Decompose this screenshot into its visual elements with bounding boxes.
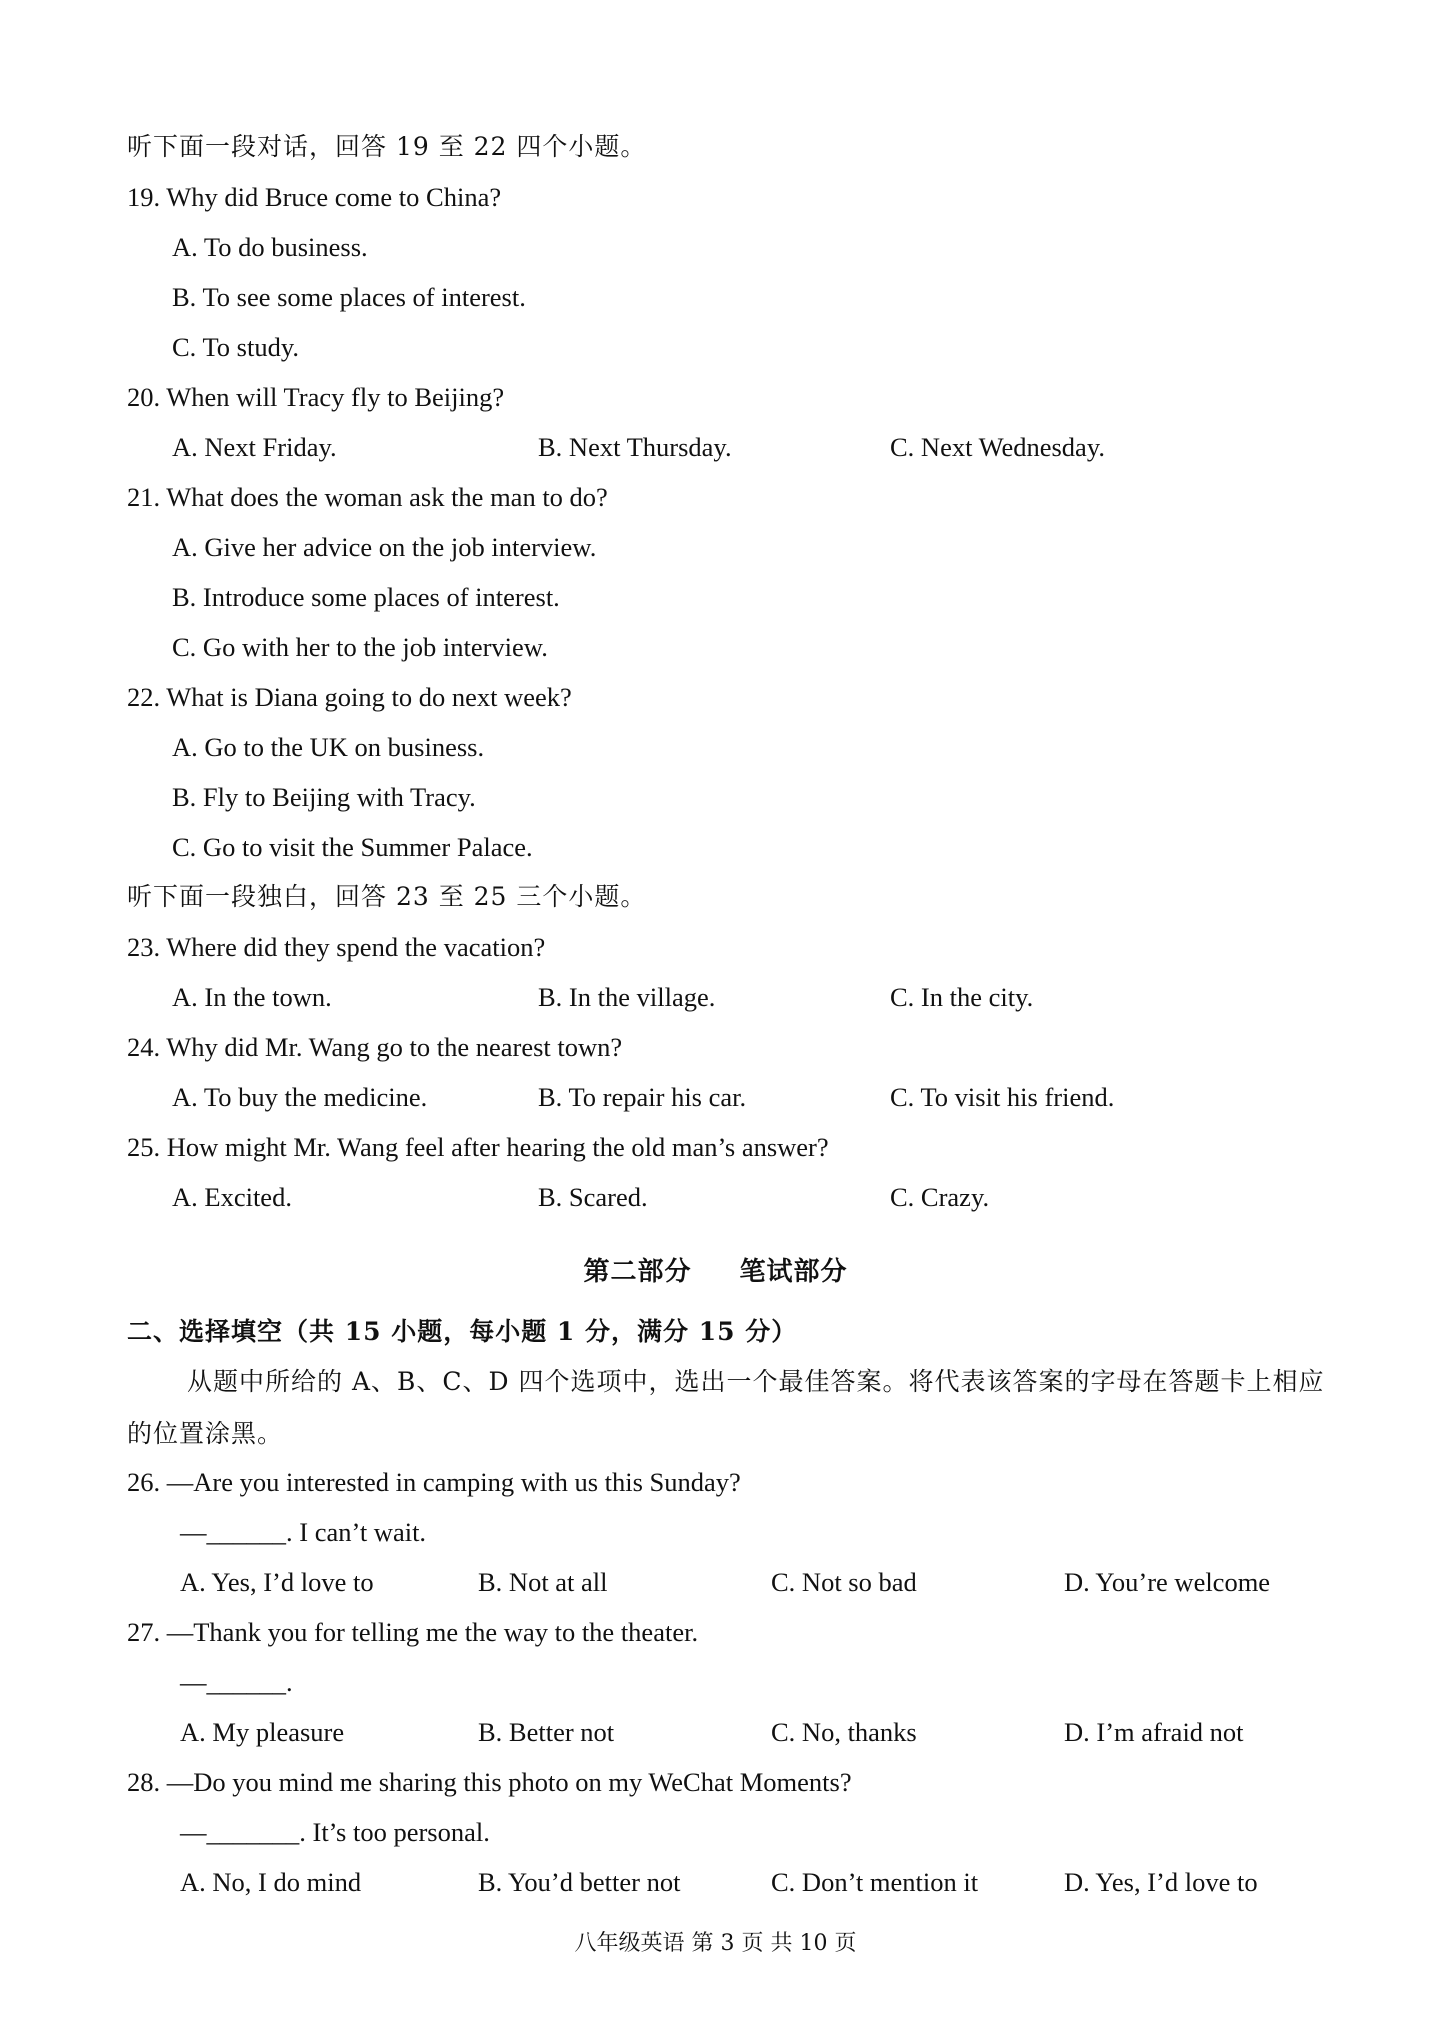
question-21: 21. What does the woman ask the man to do? bbox=[127, 482, 608, 512]
reply-27: —______. bbox=[180, 1667, 293, 1697]
option-28-b: B. You’d better not bbox=[478, 1867, 681, 1897]
section-intro-19-22: 听下面一段对话，回答 19 至 22 四个小题。 bbox=[127, 132, 647, 161]
option-20-a: A. Next Friday. bbox=[172, 432, 337, 462]
options-23 bbox=[172, 980, 1332, 1014]
option-20-c: C. Next Wednesday. bbox=[890, 432, 1105, 462]
question-28: 28. —Do you mind me sharing this photo on my WeChat Moments? bbox=[127, 1767, 852, 1797]
section-intro-23-25: 听下面一段独白，回答 23 至 25 三个小题。 bbox=[127, 882, 647, 911]
part-title-left: 第二部分 bbox=[583, 1257, 692, 1287]
options-28 bbox=[180, 1865, 1340, 1899]
question-20: 20. When will Tracy fly to Beijing? bbox=[127, 382, 505, 412]
reply-26: —______. I can’t wait. bbox=[180, 1517, 427, 1547]
option-28-d: D. Yes, I’d love to bbox=[1064, 1867, 1258, 1897]
options-26 bbox=[180, 1565, 1340, 1599]
question-27: 27. —Thank you for telling me the way to the theater. bbox=[127, 1617, 699, 1647]
question-25: 25. How might Mr. Wang feel after hearing the old man’s answer? bbox=[127, 1132, 829, 1162]
options-27 bbox=[180, 1715, 1340, 1749]
option-26-b: B. Not at all bbox=[478, 1567, 608, 1597]
option-25-b: B. Scared. bbox=[538, 1182, 648, 1212]
option-22-c: C. Go to visit the Summer Palace. bbox=[172, 832, 533, 862]
option-22-a: A. Go to the UK on business. bbox=[172, 732, 485, 762]
option-27-d: D. I’m afraid not bbox=[1064, 1717, 1244, 1747]
option-24-a: A. To buy the medicine. bbox=[172, 1082, 428, 1112]
part-title bbox=[0, 1255, 1431, 1289]
section-heading: 二、选择填空（共 15 小题，每小题 1 分，满分 15 分） bbox=[127, 1317, 798, 1346]
option-24-b: B. To repair his car. bbox=[538, 1082, 747, 1112]
page-footer: 八年级英语 第 3 页 共 10 页 bbox=[574, 1931, 857, 1956]
options-20 bbox=[172, 430, 1332, 464]
question-26: 26. —Are you interested in camping with us this Sunday? bbox=[127, 1467, 741, 1497]
option-26-a: A. Yes, I’d love to bbox=[180, 1567, 374, 1597]
part-title-right: 笔试部分 bbox=[739, 1257, 848, 1287]
option-19-b: B. To see some places of interest. bbox=[172, 282, 526, 312]
option-26-c: C. Not so bad bbox=[771, 1567, 917, 1597]
option-19-c: C. To study. bbox=[172, 332, 299, 362]
option-25-a: A. Excited. bbox=[172, 1182, 292, 1212]
option-23-b: B. In the village. bbox=[538, 982, 716, 1012]
options-24 bbox=[172, 1080, 1332, 1114]
instructions: 从题中所给的 A、B、C、D 四个选项中，选出一个最佳答案。将代表该答案的字母在答题卡上相应的位置涂黑。 bbox=[127, 1367, 1325, 1448]
option-23-c: C. In the city. bbox=[890, 982, 1034, 1012]
option-24-c: C. To visit his friend. bbox=[890, 1082, 1115, 1112]
option-28-c: C. Don’t mention it bbox=[771, 1867, 979, 1897]
question-23: 23. Where did they spend the vacation? bbox=[127, 932, 546, 962]
option-22-b: B. Fly to Beijing with Tracy. bbox=[172, 782, 476, 812]
option-26-d: D. You’re welcome bbox=[1064, 1567, 1271, 1597]
option-28-a: A. No, I do mind bbox=[180, 1867, 362, 1897]
option-19-a: A. To do business. bbox=[172, 232, 368, 262]
options-25 bbox=[172, 1180, 1332, 1214]
option-27-a: A. My pleasure bbox=[180, 1717, 345, 1747]
option-27-c: C. No, thanks bbox=[771, 1717, 917, 1747]
question-24: 24. Why did Mr. Wang go to the nearest town? bbox=[127, 1032, 623, 1062]
option-21-b: B. Introduce some places of interest. bbox=[172, 582, 560, 612]
option-25-c: C. Crazy. bbox=[890, 1182, 990, 1212]
option-23-a: A. In the town. bbox=[172, 982, 332, 1012]
question-22: 22. What is Diana going to do next week? bbox=[127, 682, 572, 712]
option-21-a: A. Give her advice on the job interview. bbox=[172, 532, 597, 562]
reply-28: —_______. It’s too personal. bbox=[180, 1817, 490, 1847]
option-27-b: B. Better not bbox=[478, 1717, 615, 1747]
question-19: 19. Why did Bruce come to China? bbox=[127, 182, 502, 212]
option-21-c: C. Go with her to the job interview. bbox=[172, 632, 548, 662]
option-20-b: B. Next Thursday. bbox=[538, 432, 732, 462]
